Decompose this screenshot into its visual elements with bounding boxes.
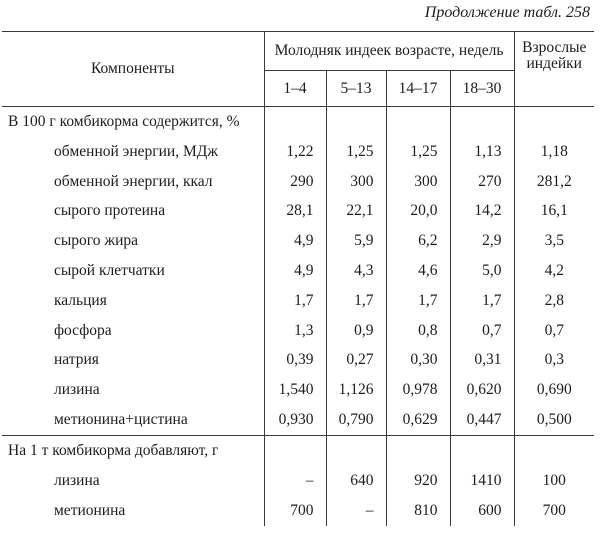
cell-value: 4,2 — [514, 256, 594, 286]
young-group-header: Молодняк индеек возрасте, недель — [264, 32, 514, 71]
cell-value: 810 — [386, 496, 450, 526]
cell-value: 1,7 — [386, 286, 450, 316]
cell-value: 0,447 — [450, 405, 514, 435]
cell-value: 0,7 — [450, 316, 514, 346]
cell-value: 1,25 — [326, 137, 386, 167]
row-label: натрия — [54, 351, 99, 369]
cell-value: 6,2 — [386, 226, 450, 256]
cell-value: 1,7 — [326, 286, 386, 316]
cell-value: 1,18 — [514, 137, 594, 167]
cell-value: 0,31 — [450, 346, 514, 376]
cell-value: 0,39 — [264, 346, 326, 376]
nutrition-table — [2, 31, 594, 526]
cell-value: 1,126 — [326, 375, 386, 405]
cell-value: 5,0 — [450, 256, 514, 286]
cell-value: 0,500 — [514, 405, 594, 435]
cell-value: 640 — [326, 466, 386, 496]
age-header: 18–30 — [450, 71, 514, 107]
row-label: лизина — [54, 471, 100, 489]
cell-value: 5,9 — [326, 226, 386, 256]
row-label: фосфора — [54, 321, 112, 339]
cell-value: 0,7 — [514, 316, 594, 346]
row-label: обменной энергии, ккал — [54, 172, 213, 190]
cell-value: 4,3 — [326, 256, 386, 286]
cell-value: 0,27 — [326, 346, 386, 376]
age-header: 14–17 — [386, 71, 450, 107]
cell-value: 16,1 — [514, 197, 594, 227]
cell-value: 300 — [386, 167, 450, 197]
age-header: 1–4 — [264, 71, 326, 107]
cell-value: 1,7 — [450, 286, 514, 316]
cell-value: 0,690 — [514, 375, 594, 405]
cell-value: 1,13 — [450, 137, 514, 167]
cell-value: 600 — [450, 496, 514, 526]
table-row — [2, 405, 594, 435]
age-header: 5–13 — [326, 71, 386, 107]
cell-value: 0,790 — [326, 405, 386, 435]
row-label: лизина — [54, 381, 100, 399]
cell-value: 281,2 — [514, 167, 594, 197]
cell-value: 4,6 — [386, 256, 450, 286]
cell-value: 20,0 — [386, 197, 450, 227]
cell-value: 2,9 — [450, 226, 514, 256]
row-label: метионина — [54, 501, 126, 519]
cell-value: 0,30 — [386, 346, 450, 376]
adult-header: Взрослые индейки — [514, 32, 594, 107]
table-row — [2, 316, 594, 346]
cell-value: 4,9 — [264, 256, 326, 286]
cell-value: 920 — [386, 466, 450, 496]
cell-value: 2,8 — [514, 286, 594, 316]
cell-value: 290 — [264, 167, 326, 197]
cell-value: 1,3 — [264, 316, 326, 346]
table-row — [2, 286, 594, 316]
table-row — [2, 226, 594, 256]
cell-value: 0,629 — [386, 405, 450, 435]
cell-value: – — [264, 466, 326, 496]
cell-value: 3,5 — [514, 226, 594, 256]
table-row — [2, 496, 594, 526]
components-header: Компоненты — [2, 32, 264, 107]
cell-value: 0,9 — [326, 316, 386, 346]
row-label: сырой клетчатки — [54, 262, 165, 280]
section-title: На 1 т комбикорма добавляют, г — [2, 435, 264, 466]
table-row — [2, 167, 594, 197]
cell-value: 14,2 — [450, 197, 514, 227]
table-row — [2, 375, 594, 405]
table-row — [2, 346, 594, 376]
cell-value: 22,1 — [326, 197, 386, 227]
cell-value: 1,7 — [264, 286, 326, 316]
cell-value: 1,22 — [264, 137, 326, 167]
cell-value: 0,3 — [514, 346, 594, 376]
cell-value: 0,978 — [386, 375, 450, 405]
cell-value: 1,540 — [264, 375, 326, 405]
table-caption: Продолжение табл. 258 — [424, 4, 590, 21]
row-label: сырого жира — [54, 232, 139, 250]
cell-value: 0,8 — [386, 316, 450, 346]
table-row — [2, 197, 594, 227]
cell-value: 1,25 — [386, 137, 450, 167]
row-label: обменной энергии, МДж — [54, 142, 219, 160]
cell-value: 0,930 — [264, 405, 326, 435]
cell-value: 700 — [514, 496, 594, 526]
cell-value: – — [326, 496, 386, 526]
cell-value: 28,1 — [264, 197, 326, 227]
cell-value: 100 — [514, 466, 594, 496]
cell-value: 700 — [264, 496, 326, 526]
row-label: метионина+цистина — [54, 411, 188, 429]
section-title: В 100 г комбикорма содержится, % — [8, 113, 240, 130]
table-row — [2, 137, 594, 167]
cell-value: 270 — [450, 167, 514, 197]
table-row — [2, 466, 594, 496]
row-label: сырого протеина — [54, 202, 166, 220]
cell-value: 0,620 — [450, 375, 514, 405]
cell-value: 4,9 — [264, 226, 326, 256]
table-row — [2, 256, 594, 286]
cell-value: 1410 — [450, 466, 514, 496]
row-label: кальция — [54, 291, 107, 309]
cell-value: 300 — [326, 167, 386, 197]
